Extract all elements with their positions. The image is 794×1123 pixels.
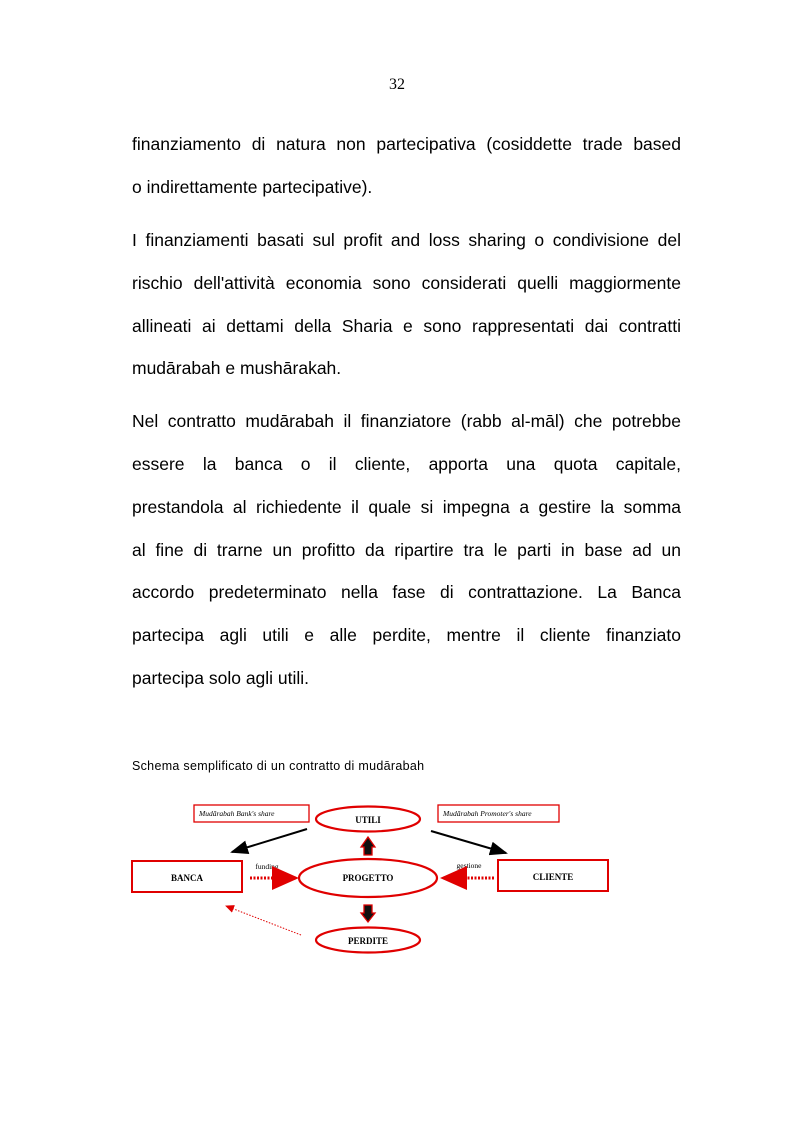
arrow-to-banca-icon [232, 829, 307, 852]
perdite-label: PERDITE [347, 936, 389, 946]
paragraph-line: Nel contratto mudārabah il finanziatore (rabb al-māl) che potrebbe [132, 411, 681, 431]
paragraph-line: mudārabah e mushārakah. [132, 358, 342, 378]
paragraph-line: al fine di trarne un profitto da ripartire tra le parti in base ad un [132, 540, 681, 560]
paragraph-line: o indirettamente partecipative). [132, 177, 373, 197]
arrow-down-icon [361, 905, 375, 922]
paragraph-line: rischio dell'attività economia sono considerati quelli maggiormente [132, 273, 681, 293]
arrow-to-cliente-icon [431, 831, 506, 853]
progetto-label: PROGETTO [342, 873, 394, 883]
paragraph-line: prestandola al richiedente il quale si impegna a gestire la somma [132, 497, 681, 517]
gestione-label: gestione [456, 861, 482, 870]
paragraph-line: accordo predeterminato nella fase di contrattazione. La Banca [132, 582, 681, 602]
banca-label: BANCA [170, 873, 204, 883]
cliente-label: CLIENTE [532, 872, 574, 882]
paragraph-line: essere la banca o il cliente, apporta una quota capitale, [132, 454, 681, 474]
funding-label: funding [255, 862, 279, 871]
loss-to-banca-arrow-icon [226, 906, 301, 935]
paragraph-line: finanziamento di natura non partecipativa (cosiddette trade based [132, 134, 681, 154]
utili-label: UTILI [355, 815, 381, 825]
paragraph-line: allineati ai dettami della Sharia e sono rappresentati dai contratti [132, 316, 681, 336]
page-number: 32 [389, 76, 405, 93]
bank-share-label: Mudārabah Bank's share [199, 809, 275, 818]
diagram-caption: Schema semplificato di un contratto di mudārabah [132, 759, 425, 773]
arrow-up-icon [361, 837, 375, 855]
paragraph-line: I finanziamenti basati sul profit and loss sharing o condivisione del [132, 230, 681, 250]
promoter-share-label: Mudārabah Promoter's share [443, 809, 532, 818]
paragraph-line: partecipa agli utili e alle perdite, mentre il cliente finanziato [132, 625, 681, 645]
paragraph-line: partecipa solo agli utili. [132, 668, 310, 688]
